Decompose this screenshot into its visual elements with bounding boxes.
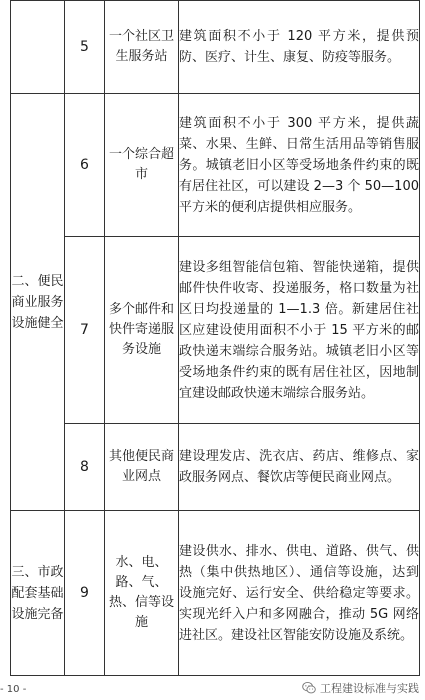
item-content: 建筑面积不小于 300 平方米，提供蔬菜、水果、生鲜、日常生活用品等销售服务。城镇老旧小区等受场地条件约束的既有居住社区，可以建设 2—3 个 50—100 平方米的便利店提供相应服务。 (179, 94, 420, 237)
wechat-icon (302, 681, 316, 695)
table-row (11, 424, 420, 511)
standards-table (10, 0, 420, 676)
item-content: 建设多组智能信包箱、智能快递箱，提供邮件快件收寄、投递服务，格口数量为社区日均投递量的 1—1.3 倍。新建居住社区应建设使用面积不小于 15 平方米的邮政快递末端综合服务站。城镇老旧小区等受场地条件约束的既有居住社区，因地制宜建设邮政快递末端综合服务站。 (179, 237, 420, 424)
table-row (11, 94, 420, 237)
watermark (302, 679, 419, 697)
table-row (11, 1, 420, 94)
table-row (11, 237, 420, 424)
item-name: 一个综合超市 (105, 94, 179, 237)
item-number: 5 (65, 1, 105, 94)
item-content: 建设理发店、洗衣店、药店、维修点、家政服务网点、餐饮店等便民商业网点。 (179, 424, 420, 511)
category-cell (11, 1, 65, 94)
category-cell: 二、便民商业服务设施健全 (11, 94, 65, 511)
item-number: 8 (65, 424, 105, 511)
item-name: 多个邮件和快件寄递服务设施 (105, 237, 179, 424)
item-number: 7 (65, 237, 105, 424)
item-number: 9 (65, 511, 105, 676)
item-content: 建设供水、排水、供电、道路、供气、供热（集中供热地区）、通信等设施，达到设施完好、运行安全、供给稳定等要求。实现光纤入户和多网融合，推动 5G 网络进社区。建设社区智能安防设施及系统。 (179, 511, 420, 676)
item-content: 建筑面积不小于 120 平方米，提供预防、医疗、计生、康复、防疫等服务。 (179, 1, 420, 94)
page-number: - 10 - (0, 684, 27, 695)
watermark-text: 工程建设标准与实践 (320, 682, 419, 695)
category-cell: 三、市政配套基础设施完备 (11, 511, 65, 676)
item-number: 6 (65, 94, 105, 237)
item-name: 其他便民商业网点 (105, 424, 179, 511)
item-name: 一个社区卫生服务站 (105, 1, 179, 94)
table-row (11, 511, 420, 676)
item-name: 水、电、路、气、热、信等设施 (105, 511, 179, 676)
